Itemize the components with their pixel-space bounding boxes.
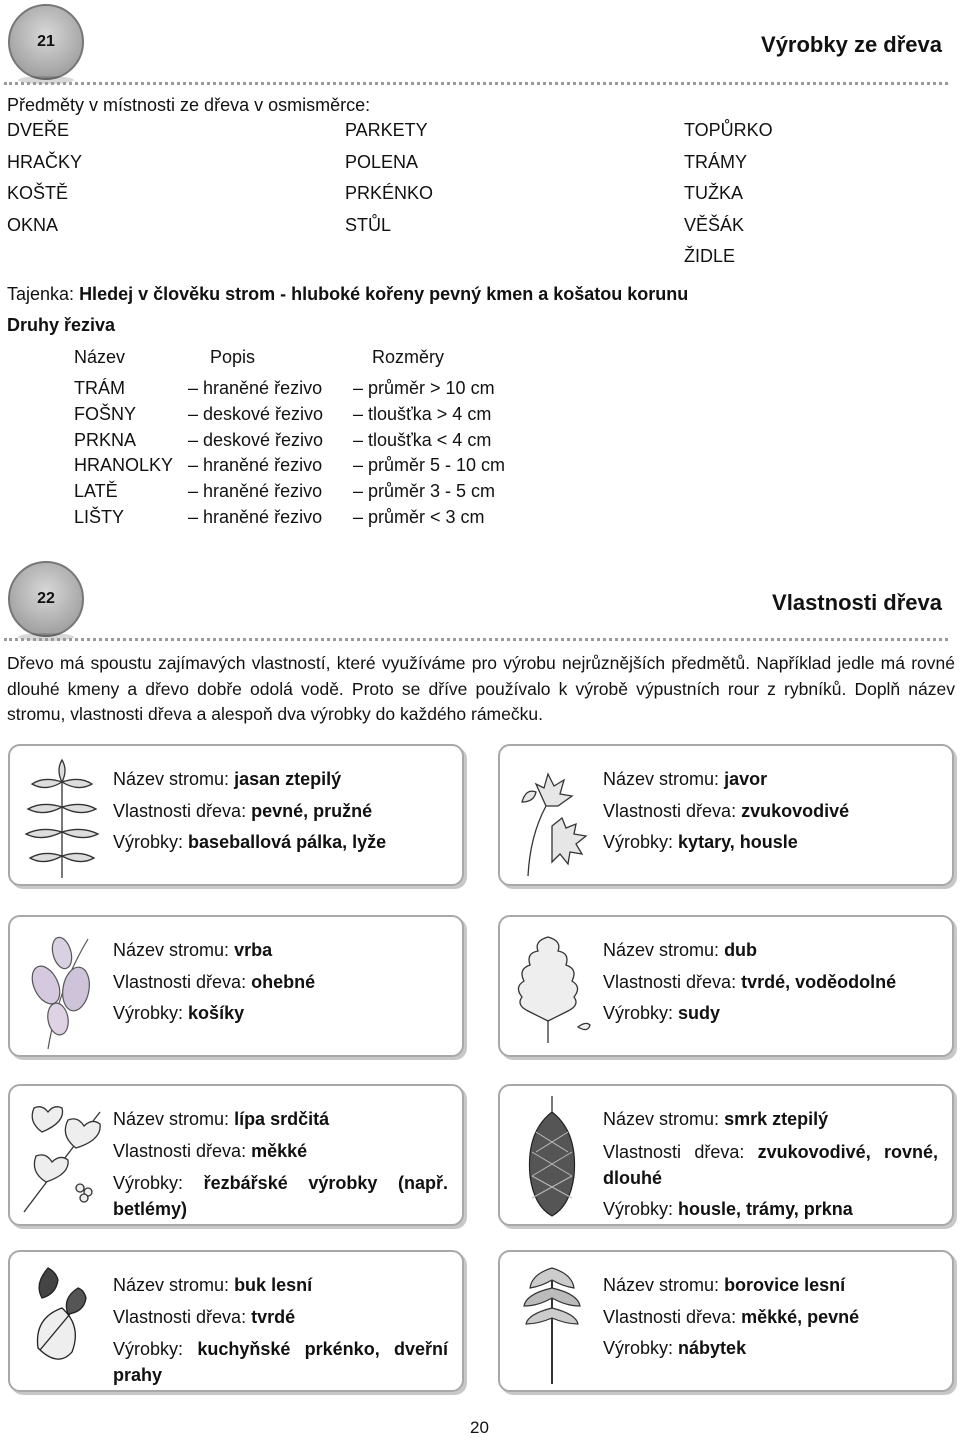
tree-card (498, 1084, 954, 1226)
section-number: 21 (37, 33, 55, 50)
willow-catkin-icon (18, 923, 106, 1051)
tree-card (8, 915, 464, 1057)
tree-props-line: Vlastnosti dřeva: tvrdé, voděodolné (603, 971, 897, 992)
beech-leaf-icon (18, 1258, 106, 1386)
intro-paragraph: Dřevo má spoustu zajímavých vlastností, které využíváme pro výrobu nejrůznějších předmětů. Například jedle má rovné dlouhé kmeny a dřevo dobře odolá vodě. Proto se dříve používalo k výrobě výpustních rour z rybníků. Doplň název stromu, vlastnosti dřeva a alespoň dva výrobky do každého rámečku. (7, 653, 955, 724)
tree-products-line: Výrobky: řezbářské výrobky (např. betlémy) (113, 1173, 448, 1219)
word-row: ŽIDLE (684, 246, 736, 266)
tree-card (498, 915, 954, 1057)
tree-props-line: Vlastnosti dřeva: měkké, pevné (603, 1306, 860, 1327)
tree-props-line: Vlastnosti dřeva: tvrdé (113, 1306, 296, 1327)
tree-products-line: Výrobky: housle, trámy, prkna (603, 1198, 853, 1219)
tree-card (8, 1084, 464, 1226)
tree-products-line: Výrobky: kytary, housle (603, 832, 798, 852)
tree-props-line: Vlastnosti dřeva: zvukovodivé, rovné, dlouhé (603, 1141, 938, 1188)
section-divider (4, 82, 948, 85)
tree-card (8, 744, 464, 886)
section-number-badge (8, 561, 84, 637)
tree-name-line: Název stromu: borovice lesní (603, 1275, 846, 1295)
tree-card (8, 1250, 464, 1392)
table-header-nazev: Název (74, 347, 126, 367)
tajenka (7, 284, 688, 305)
section-number-badge (8, 4, 84, 80)
tree-props-line: Vlastnosti dřeva: zvukovodivé (603, 800, 850, 821)
tajenka-text: Hledej v člověku strom - hluboké kořeny pevný kmen a košatou korunu (79, 284, 689, 304)
tree-name-line: Název stromu: buk lesní (113, 1275, 313, 1295)
pine-tree-icon (508, 1258, 596, 1386)
word-row: OKNA STŮL VĚŠÁK (7, 214, 745, 235)
linden-leaf-icon (18, 1092, 106, 1220)
tree-products-line: Výrobky: baseballová pálka, lyže (113, 832, 387, 852)
druhy-reziva-title: Druhy řeziva (7, 315, 116, 335)
spruce-cone-icon (508, 1092, 596, 1220)
word-row: KOŠTĚ PRKÉNKO TUŽKA (7, 183, 744, 203)
section-number: 22 (37, 590, 55, 607)
table-header-popis: Popis (210, 347, 256, 367)
section-title: Vlastnosti dřeva (772, 590, 942, 615)
tree-products-line: Výrobky: košíky (113, 1003, 245, 1023)
section-divider (4, 638, 948, 641)
word-row: DVEŘE PARKETY TOPŮRKO (7, 120, 773, 140)
tree-name-line: Název stromu: lípa srdčitá (113, 1109, 330, 1129)
page-number: 20 (470, 1418, 489, 1437)
tree-name-line: Název stromu: dub (603, 940, 758, 960)
tree-card (498, 744, 954, 886)
tree-props-line: Vlastnosti dřeva: měkké (113, 1140, 308, 1161)
oak-leaf-icon (508, 923, 596, 1051)
tree-products-line: Výrobky: nábytek (603, 1338, 747, 1358)
section-title: Výrobky ze dřeva (761, 32, 942, 57)
tree-products-line: Výrobky: kuchyňské prkénko, dveřní prahy (113, 1339, 448, 1385)
table-header-rozmery: Rozměry (372, 347, 445, 367)
word-row: HRAČKY POLENA TRÁMY (7, 151, 747, 172)
tree-products-line: Výrobky: sudy (603, 1003, 721, 1023)
wordsearch-word-list (7, 120, 947, 278)
tree-card (498, 1250, 954, 1392)
tajenka-label: Tajenka: (7, 284, 75, 304)
tree-props-line: Vlastnosti dřeva: ohebné (113, 971, 316, 992)
tree-name-line: Název stromu: smrk ztepilý (603, 1109, 829, 1129)
tree-name-line: Název stromu: jasan ztepilý (113, 769, 342, 789)
tree-props-line: Vlastnosti dřeva: pevné, pružné (113, 800, 373, 821)
tree-name-line: Název stromu: javor (603, 769, 768, 789)
maple-leaf-icon (508, 752, 596, 880)
wordsearch-intro: Předměty v místnosti ze dřeva v osmisměrce: (7, 95, 371, 115)
tree-name-line: Název stromu: vrba (113, 940, 273, 960)
ash-leaf-icon (18, 752, 106, 880)
